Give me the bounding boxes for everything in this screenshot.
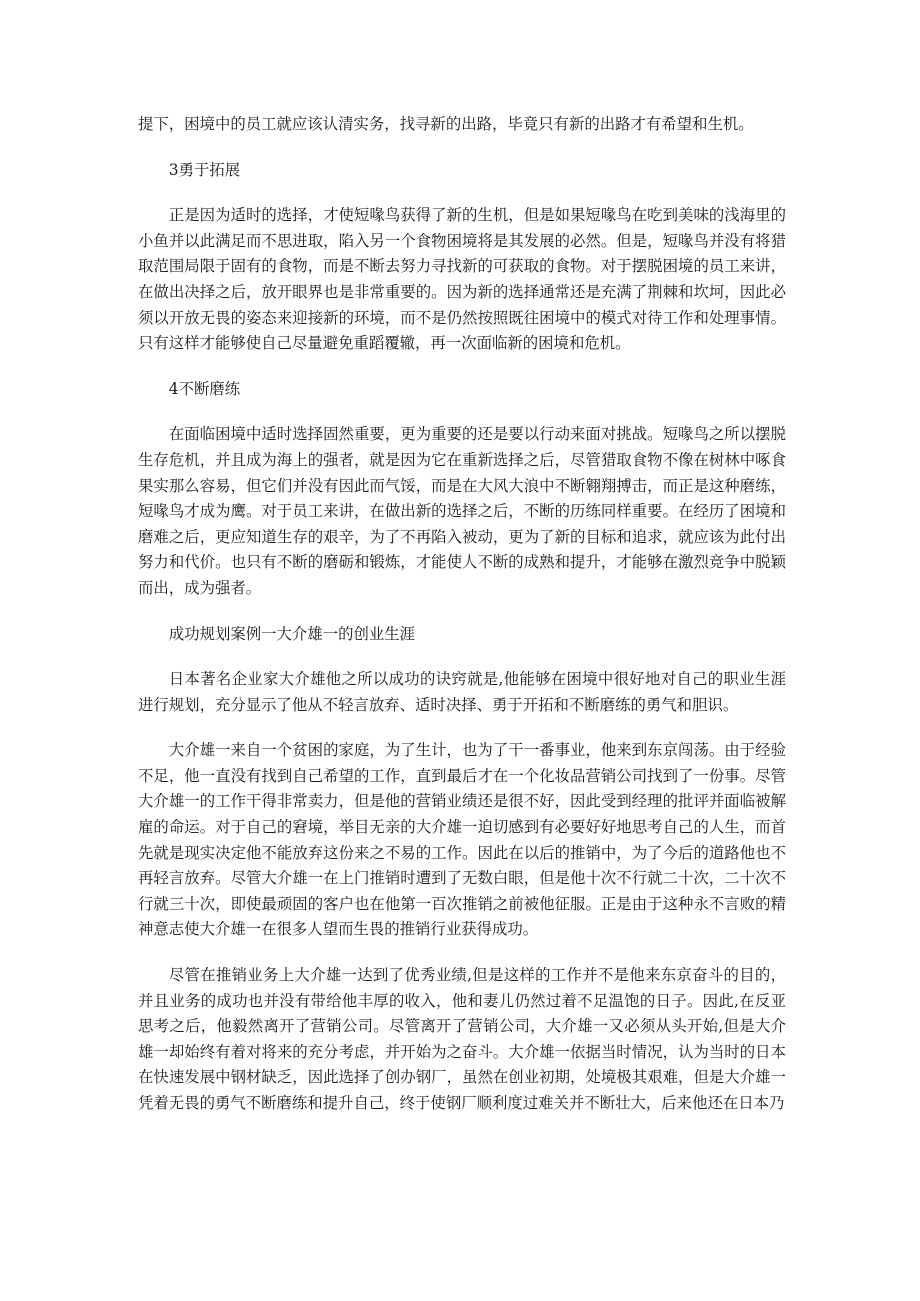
paragraph-case-steel-mill: 尽管在推销业务上大介雄一达到了优秀业绩,但是这样的工作并不是他来东京奋斗的目的，并且业务的成功也并没有带给他丰厚的收入，他和妻儿仍然过着不足温饱的日子。因此,在反亚思考之后，他毅然离开了营销公司。尽管离开了营销公司，大介雄一又必须从头开始,但是大介雄一却始终有着对将来的充分考虑，并开始为之奋斗。大介雄一依据当时情况，认为当时的日本在快速发展中钢材缺乏，因此选择了创办钢厂，虽然在创业初期，处境极其艰难，但是大介雄一凭着无畏的勇气不断磨练和提升自己，终于使钢厂顺利度过难关并不断壮大，后来他还在日本乃 xyxy=(138,966,786,1112)
paragraph-case-early-career: 大介雄一来自一个贫困的家庭，为了生计，也为了干一番事业，他来到东京闯荡。由于经验不足，他一直没有找到自己希望的工作，直到最后才在一个化妆品营销公司找到了一份事。尽管大介雄一的工作干得非常卖力，但是他的营销业绩还是很不好，因此受到经理的批评并面临被解雇的命运。对于自己的窘境，举目无亲的大介雄一迫切感到有必要好好地思考自己的人生，而首先就是现实决定他不能放弃这份来之不易的工作。因此在以后的推销中，为了今后的道路他也不再轻言放弃。尽管大介雄一在上门推销时遭到了无数白眼，但是他十次不行就二十次，二十次不行就三十次，即使最顽固的客户也在他第一百次推销之前被他征服。正是由于这种永不言败的精神意志使大介雄一在很多人望而生畏的推销行业获得成功。 xyxy=(138,741,786,939)
paragraph-training: 在面临困境中适时选择固然重要，更为重要的还是要以行动来面对挑战。短喙鸟之所以摆脱生存危机，并且成为海上的强者，就是因为它在重新选择之后，尽管猎取食物不像在树林中啄食果实那么容易，但它们并没有因此而气馁，而是在大风大浪中不断翱翔搏击，而正是这种磨练，短喙鸟才成为鹰。对于员工来讲，在做出新的选择之后，不断的历练同样重要。在经历了困境和磨难之后，更应知道生存的艰辛，为了不再陷入被动，更为了新的目标和追求，就应该为此付出努力和代价。也只有不断的磨砺和锻炼，才能使人不断的成熟和提升，才能够在激烈竞争中脱颖而出，成为强者。 xyxy=(138,425,786,597)
section-heading-constant-training: 4不断磨练 xyxy=(168,379,241,398)
paragraph-expansion: 正是因为适时的选择，才使短喙鸟获得了新的生机，但是如果短喙鸟在吃到美味的浅海里的小鱼并以此满足而不思进取，陷入另一个食物困境将是其发展的必然。但是，短喙鸟并没有将猎取范围局限于固有的食物，而是不断去努力寻找新的可获取的食物。对于摆脱困境的员工来讲，在做出决择之后，放开眼界也是非常重要的。因为新的选择通常还是充满了荆棘和坎坷，因此必须以开放无畏的姿态来迎接新的环境，而不是仍然按照既往困境中的模式对待工作和处理事情。只有这样才能够使自己尽量避免重蹈覆辙，再一次面临新的困境和危机。 xyxy=(138,206,786,353)
paragraph-case-intro: 日本著名企业家大介雄他之所以成功的诀窍就是,他能够在困境中很好地对自己的职业生涯进行规划，充分显示了他从不轻言放弃、适时决择、勇于开拓和不断磨练的勇气和胆识。 xyxy=(138,670,786,714)
section-heading-brave-expansion: 3勇于拓展 xyxy=(168,160,241,179)
document-body xyxy=(138,112,786,1137)
section-heading-case-study: 成功规划案例一大介雄一的创业生涯 xyxy=(168,624,416,643)
paragraph-continuation: 提下，困境中的员工就应该认清实务，找寻新的出路，毕竟只有新的出路才有希望和生机。 xyxy=(138,115,754,133)
